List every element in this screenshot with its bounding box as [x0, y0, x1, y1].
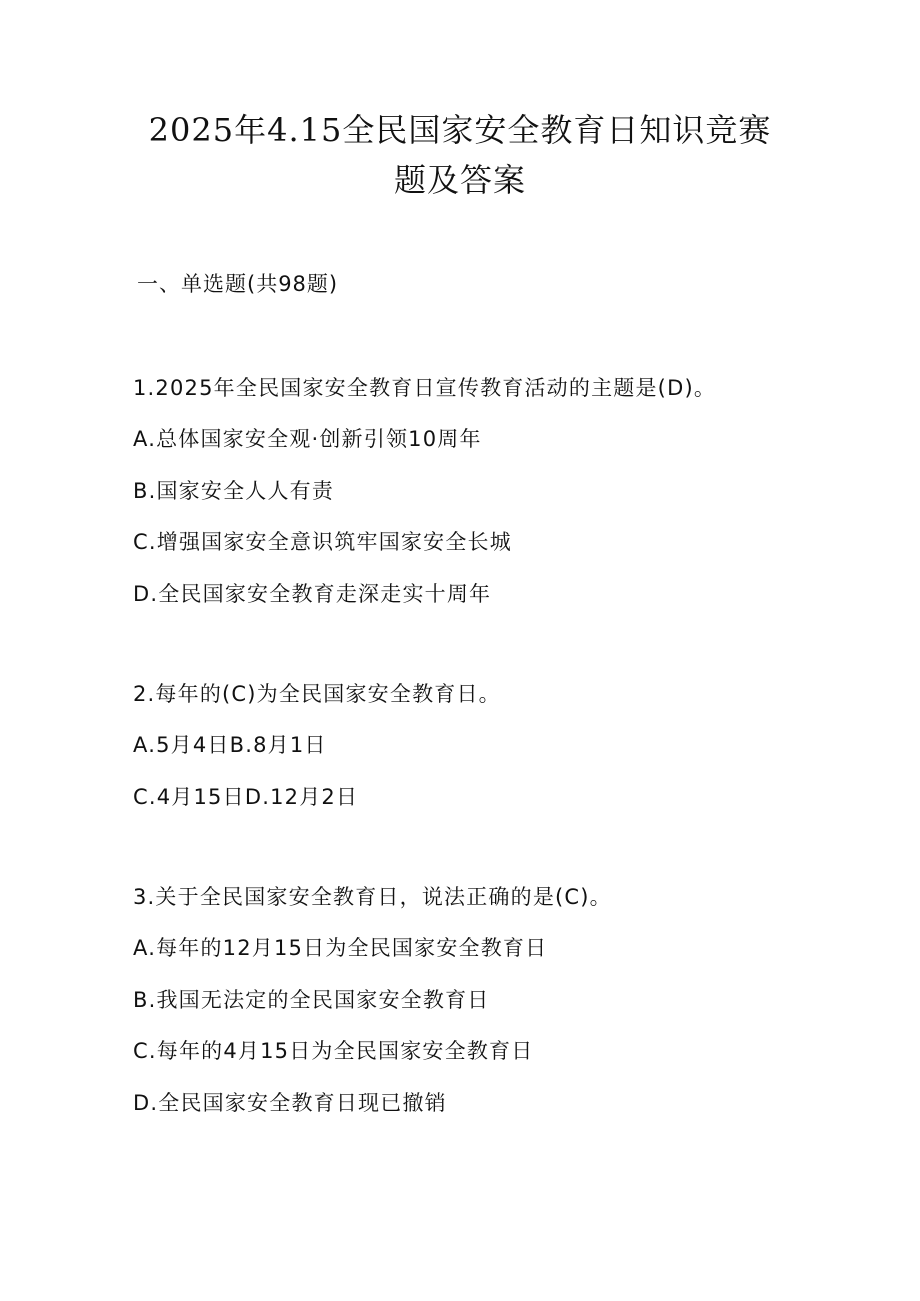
document-title-line-1: 2025年4.15全民国家安全教育日知识竞赛 — [148, 111, 772, 149]
question-1-option-a: A.总体国家安全观·创新引领10周年 — [133, 427, 482, 451]
question-3-option-c: C.每年的4月15日为全民国家安全教育日 — [133, 1039, 534, 1063]
question-3-option-d: D.全民国家安全教育日现已撤销 — [133, 1091, 447, 1115]
question-2-options-ab: A.5月4日B.8月1日 — [133, 733, 327, 757]
question-1-option-b: B.国家安全人人有责 — [133, 479, 335, 503]
section-heading: 一、单选题(共98题) — [137, 272, 339, 296]
question-2-options-cd: C.4月15日D.12月2日 — [133, 785, 359, 809]
question-1-option-d: D.全民国家安全教育走深走实十周年 — [133, 582, 492, 606]
question-2-stem: 2.每年的(C)为全民国家安全教育日。 — [133, 682, 501, 706]
question-3-stem: 3.关于全民国家安全教育日，说法正确的是(C)。 — [133, 885, 612, 909]
question-1-option-c: C.增强国家安全意识筑牢国家安全长城 — [133, 530, 512, 554]
question-3-option-b: B.我国无法定的全民国家安全教育日 — [133, 988, 490, 1012]
document-title-line-2: 题及答案 — [393, 161, 526, 199]
question-3-option-a: A.每年的12月15日为全民国家安全教育日 — [133, 936, 548, 960]
question-1-stem: 1.2025年全民国家安全教育日宣传教育活动的主题是(D)。 — [133, 376, 717, 400]
